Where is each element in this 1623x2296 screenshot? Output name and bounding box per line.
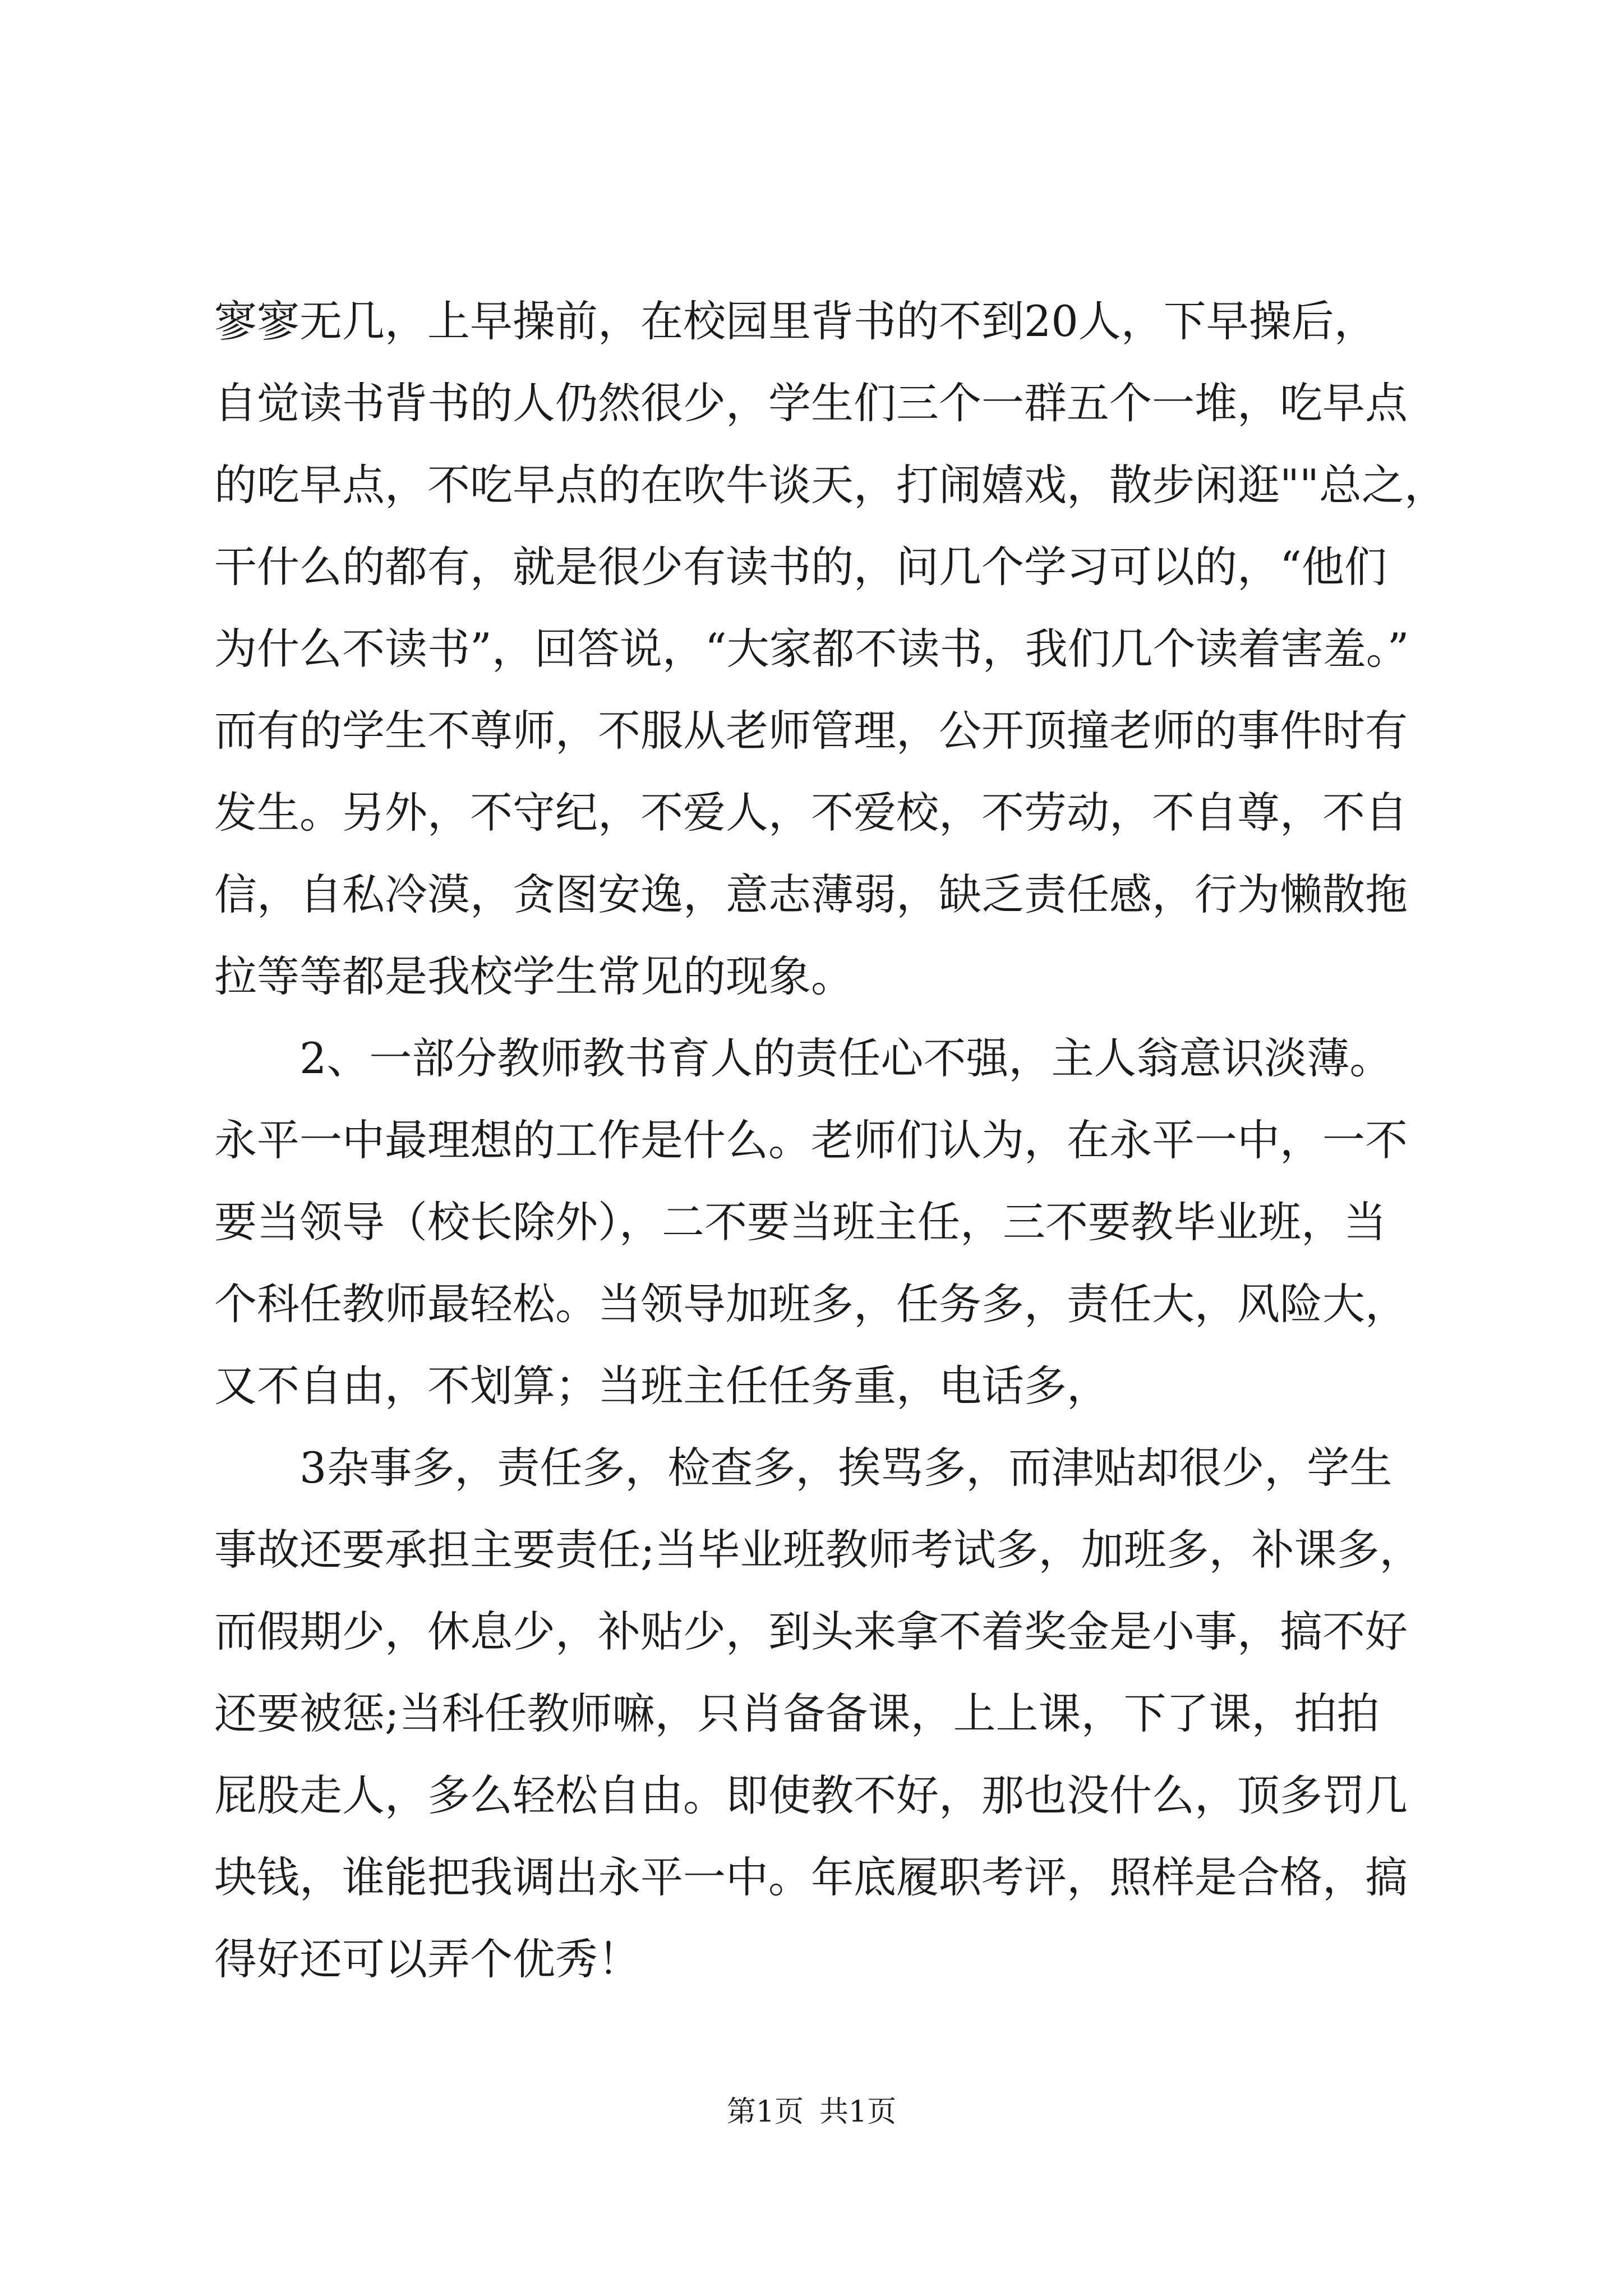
page-footer	[0, 2088, 1623, 2130]
text-line: 又不自由，不划算；当班主任任务重，电话多，	[214, 1361, 1109, 1411]
text-line: 自觉读书背书的人仍然很少，学生们三个一群五个一堆，吃早点	[214, 378, 1408, 428]
page-total: 共1页	[819, 2095, 897, 2129]
document-body	[214, 280, 1447, 2000]
text-line: 而有的学生不尊师，不服从老师管理，公开顶撞老师的事件时有	[214, 706, 1408, 756]
paragraph-start-line: 3杂事多，责任多，检查多，挨骂多，而津贴却很少，学生	[299, 1443, 1393, 1493]
text-line: 信，自私冷漠，贪图安逸，意志薄弱，缺乏责任感，行为懒散拖	[214, 869, 1408, 919]
text-line: 个科任教师最轻松。当领导加班多，任务多，责任大，风险大，	[214, 1279, 1408, 1329]
text-line: 为什么不读书”，回答说，“大家都不读书，我们几个读着害羞。”	[214, 624, 1409, 674]
text-line: 要当领导（校长除外），二不要当班主任，三不要教毕业班，当	[214, 1197, 1386, 1247]
text-line: 还要被惩;当科任教师嘛，只肖备备课，上上课，下了课，拍拍	[214, 1688, 1380, 1738]
text-line: 块钱，谁能把我调出永平一中。年底履职考评，照样是合格，搞	[214, 1852, 1408, 1902]
text-line: 事故还要承担主要责任;当毕业班教师考试多，加班多，补课多，	[214, 1525, 1422, 1575]
page-number: 第1页	[726, 2095, 804, 2129]
text-line: 永平一中最理想的工作是什么。老师们认为，在永平一中，一不	[214, 1115, 1408, 1165]
text-line: 而假期少，休息少，补贴少，到头来拿不着奖金是小事，搞不好	[214, 1607, 1408, 1657]
text-line: 发生。另外，不守纪，不爱人，不爱校，不劳动，不自尊，不自	[214, 788, 1408, 838]
text-line: 屁股走人，多么轻松自由。即使教不好，那也没什么，顶多罚几	[214, 1770, 1408, 1820]
text-line: 拉等等都是我校学生常见的现象。	[214, 951, 854, 1001]
text-line: 得好还可以弄个优秀！	[214, 1934, 640, 1984]
text-line: 干什么的都有，就是很少有读书的，问几个学习可以的，“他们	[214, 542, 1387, 592]
text-line: 的吃早点，不吃早点的在吹牛谈天，打闹嬉戏，散步闲逛""总之，	[214, 460, 1447, 510]
text-line: 寥寥无几，上早操前，在校园里背书的不到20人，下早操后，	[214, 296, 1377, 346]
paragraph-start-line: 2、一部分教师教书育人的责任心不强，主人翁意识淡薄。	[299, 1033, 1393, 1083]
